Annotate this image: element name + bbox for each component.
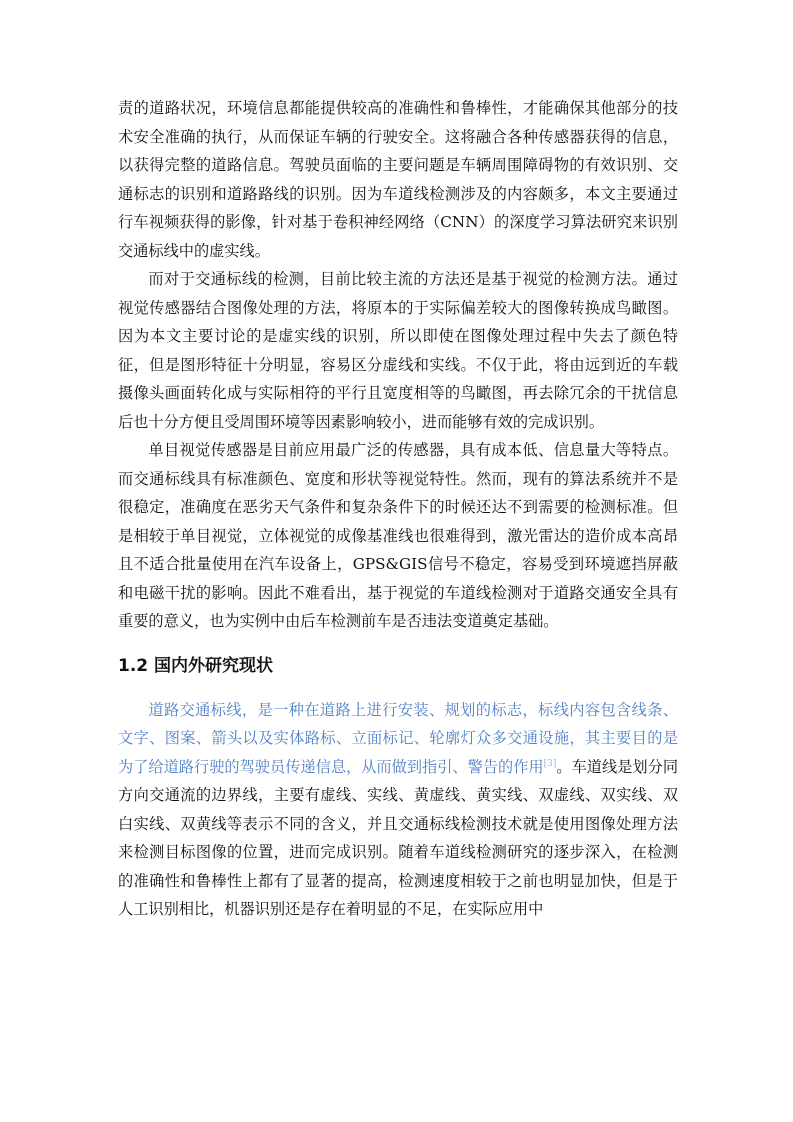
citation-reference[interactable]: [3]: [543, 758, 557, 769]
page-content: [118, 94, 678, 924]
paragraph-lane-detection-methods: 而对于交通标线的检测，目前比较主流的方法还是基于视觉的检测方法。通过视觉传感器结合图像处理的方法，将原本的于实际偏差较大的图像转换成鸟瞰图。因为本文主要讨论的是虚实线的识别，所以即使在图像处理过程中失去了颜色特征，但是图形特征十分明显，容易区分虚线和实线。不仅于此，将由远到近的车载摄像头画面转化成与实际相符的平行且宽度相等的鸟瞰图，再去除冗余的干扰信息后也十分方便且受周围环境等因素影响较小，进而能够有效的完成识别。: [118, 270, 678, 431]
paragraph-research-status: [118, 696, 678, 924]
paragraph-monocular-vision: 单目视觉传感器是目前应用最广泛的传感器，具有成本低、信息量大等特点。而交通标线具有标准颜色、宽度和形状等视觉特性。然而，现有的算法系统并不是很稳定，准确度在恶劣天气条件和复杂条件下的时候还达不到需要的检测标准。但是相较于单目视觉，立体视觉的成像基准线也很难得到，激光雷达的造价成本高昂且不适合批量使用在汽车设备上，GPS&GIS信号不稳定，容易受到环境遮挡屏蔽和电磁干扰的影响。因此不难看出，基于视觉的车道线检测对于道路交通安全具有重要的意义，也为实例中由后车检测前车是否违法变道奠定基础。: [118, 441, 678, 630]
paragraph-body-text: 。车道线是划分同方向交通流的边界线，主要有虚线、实线、黄虚线、黄实线、双虚线、双实线、双白实线、双黄线等表示不同的含义，并且交通标线检测技术就是使用图像处理方法来检测目标图像的位置，进而完成识别。随着车道线检测研究的逐步深入，在检测的准确性和鲁棒性上都有了显著的提高，检测速度相较于之前也明显加快，但是于人工识别相比，机器识别还是存在着明显的不足，在实际应用中: [118, 757, 679, 918]
section-heading: 1.2 国内外研究现状: [118, 655, 274, 676]
paragraph-continued: 责的道路状况，环境信息都能提供较高的准确性和鲁棒性，才能确保其他部分的技术安全准确的执行，从而保证车辆的行驶安全。这将融合各种传感器获得的信息，以获得完整的道路信息。驾驶员面临的主要问题是车辆周围障碍物的有效识别、交通标志的识别和道路路线的识别。因为车道线检测涉及的内容颇多，本文主要通过行车视频获得的影像，针对基于卷积神经网络（CNN）的深度学习算法研究来识别交通标线中的虚实线。: [118, 99, 678, 260]
highlighted-definition: 道路交通标线，是一种在道路上进行安装、规划的标志，标线内容包含线条、文字、图案、箭头以及实体路标、立面标记、轮廓灯众多交通设施，其主要目的是为了给道路行驶的驾驶员传递信息，从而做到指引、警告的作用: [118, 700, 678, 776]
